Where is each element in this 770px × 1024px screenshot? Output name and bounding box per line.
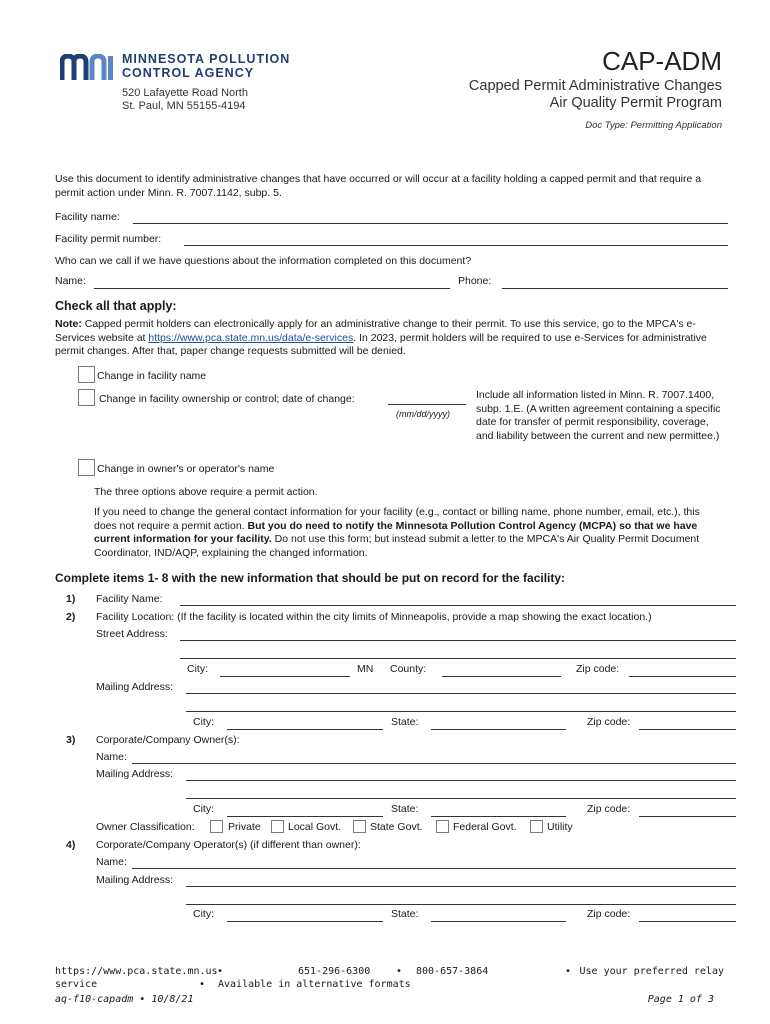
intro-text: Use this document to identify administrative changes that have occurred or will occur at a facility holding a capped permit and that require a permit action under Minn. R. 7007.1142, subp. 5. xyxy=(55,173,702,199)
class-private-checkbox[interactable] xyxy=(210,820,223,833)
operator-state-field[interactable] xyxy=(431,921,566,922)
agency-address-line2: St. Paul, MN 55155-4194 xyxy=(122,100,246,112)
owner-classification-label: Owner Classification: xyxy=(96,821,195,833)
owner-state-field[interactable] xyxy=(431,816,566,817)
footer-bullet-3: • xyxy=(565,966,572,977)
mailing-state-label: State: xyxy=(391,716,419,728)
mailing-state-field[interactable] xyxy=(431,729,566,730)
class-federal-checkbox[interactable] xyxy=(436,820,449,833)
street-address-field[interactable] xyxy=(180,640,736,641)
facility-mailing-address-field[interactable] xyxy=(186,693,736,694)
mailing-city-label: City: xyxy=(193,716,214,728)
agency-address-line1: 520 Lafayette Road North xyxy=(122,87,248,99)
footer-bullet-2: • xyxy=(396,966,403,977)
note-paragraph xyxy=(55,318,723,359)
footer-bullet-4: • xyxy=(199,979,206,990)
owner-mailing-field[interactable] xyxy=(186,780,736,781)
operator-mailing-field[interactable] xyxy=(186,886,736,887)
owner-mailing-label: Mailing Address: xyxy=(96,768,174,780)
note-text-2: . In 2023, permit holders will be required to use e-Services for administrative permit changes. After that, paper change requests submitted will be denied. xyxy=(55,331,707,357)
operator-name-change-label: Change in owner's or operator's name xyxy=(97,463,275,475)
operator-mailing-label: Mailing Address: xyxy=(96,874,174,886)
operator-city-field[interactable] xyxy=(227,921,383,922)
location-zip-label: Zip code: xyxy=(576,663,620,675)
item-4-number: 4) xyxy=(66,839,76,851)
operator-state-label: State: xyxy=(391,908,419,920)
class-local-checkbox[interactable] xyxy=(271,820,284,833)
facility-permit-field[interactable] xyxy=(184,245,728,246)
contact-phone-label: Phone: xyxy=(458,275,492,287)
facility-permit-label: Facility permit number: xyxy=(55,233,162,245)
class-private-label: Private xyxy=(228,821,261,833)
agency-name-line1: MINNESOTA POLLUTION xyxy=(122,52,291,66)
operator-mailing-field-2[interactable] xyxy=(186,904,736,905)
location-county-field[interactable] xyxy=(442,676,561,677)
ownership-note: Include all information listed in Minn. R. 7007.1400, subp. 1.E. (A written agreement containing a specific date for transfer of permit responsibility, coverage, and liability between the current and new permittee.) xyxy=(476,389,721,442)
location-city-label: City: xyxy=(187,663,208,675)
class-utility-label: Utility xyxy=(547,821,573,833)
operator-name-label: Name: xyxy=(96,856,127,868)
operators-label: Corporate/Company Operator(s) (if different than owner): xyxy=(96,839,361,851)
facility-name-change-checkbox[interactable] xyxy=(78,366,95,383)
facility-location-label: Facility Location: (If the facility is located within the city limits of Minneapolis, provide a map showing the exact location.) xyxy=(96,611,652,623)
owner-name-label: Name: xyxy=(96,751,127,763)
owner-city-label: City: xyxy=(193,803,214,815)
owners-label: Corporate/Company Owner(s): xyxy=(96,734,240,746)
operator-city-label: City: xyxy=(193,908,214,920)
facility-mailing-address-label: Mailing Address: xyxy=(96,681,174,693)
mailing-zip-label: Zip code: xyxy=(587,716,631,728)
operator-zip-field[interactable] xyxy=(639,921,736,922)
agency-name-line2: CONTROL AGENCY xyxy=(122,66,255,80)
footer-form-id: aq-f10-capadm • 10/8/21 xyxy=(55,994,194,1005)
contact-text-bold: But you do need to notify the Minnesota Pollution Control Agency (MCPA) so that we have current information for your facility. xyxy=(94,519,698,545)
note-label: Note: xyxy=(55,318,82,330)
contact-phone-field[interactable] xyxy=(502,288,728,289)
facility-name-item-field[interactable] xyxy=(180,605,736,606)
facility-name-change-label: Change in facility name xyxy=(97,370,207,382)
street-address-label: Street Address: xyxy=(96,628,168,640)
footer-service: service xyxy=(55,979,98,990)
item-3-number: 3) xyxy=(66,734,76,746)
e-services-link[interactable]: https://www.pca.state.mn.us/data/e-services xyxy=(148,331,354,344)
location-state-mn: MN xyxy=(357,663,374,675)
footer-page-number: Page 1 of 3 xyxy=(647,994,714,1005)
class-state-label: State Govt. xyxy=(370,821,423,833)
owner-name-field[interactable] xyxy=(132,763,736,764)
class-state-checkbox[interactable] xyxy=(353,820,366,833)
form-subtitle: Air Quality Permit Program xyxy=(549,95,722,111)
owner-state-label: State: xyxy=(391,803,419,815)
class-federal-label: Federal Govt. xyxy=(453,821,517,833)
items-heading: Complete items 1- 8 with the new information that should be put on record for the facility: xyxy=(55,571,566,585)
contact-name-field[interactable] xyxy=(94,288,450,289)
date-format-hint: (mm/dd/yyyy) xyxy=(396,409,450,419)
date-of-change-field[interactable] xyxy=(388,404,466,405)
footer-alt-formats: Available in alternative formats xyxy=(218,979,411,990)
agency-logo xyxy=(60,50,300,120)
item-1-number: 1) xyxy=(66,593,76,605)
facility-name-label: Facility name: xyxy=(55,211,120,223)
owner-zip-field[interactable] xyxy=(639,816,736,817)
contact-text-2: Do not use this form; but instead submit a letter to the MPCA's Air Quality Permit Document Coordinator, IND/AQP, explaining the changed information. xyxy=(94,533,700,559)
mn-logo-icon xyxy=(60,54,116,80)
operator-name-change-checkbox[interactable] xyxy=(78,459,95,476)
operator-name-field[interactable] xyxy=(132,868,736,869)
contact-text-1: If you need to change the general contact information for your facility (e.g., contact or billing name, phone number, email, etc.), this does not require a permit action. xyxy=(94,506,700,532)
ownership-change-checkbox[interactable] xyxy=(78,389,95,406)
mailing-city-field[interactable] xyxy=(227,729,383,730)
location-zip-field[interactable] xyxy=(629,676,736,677)
mailing-zip-field[interactable] xyxy=(639,729,736,730)
owner-city-field[interactable] xyxy=(227,816,383,817)
owner-mailing-field-2[interactable] xyxy=(186,798,736,799)
class-local-label: Local Govt. xyxy=(288,821,342,833)
facility-name-item-label: Facility Name: xyxy=(96,593,163,605)
item-2-number: 2) xyxy=(66,611,76,623)
footer-website: https://www.pca.state.mn.us xyxy=(55,966,218,977)
footer-relay: Use your preferred relay xyxy=(579,966,724,977)
owner-zip-label: Zip code: xyxy=(587,803,631,815)
facility-name-field[interactable] xyxy=(133,223,728,224)
form-title: Capped Permit Administrative Changes xyxy=(468,78,722,94)
footer-bullet-1: • xyxy=(217,966,224,977)
street-address-field-2[interactable] xyxy=(180,658,736,659)
contact-question: Who can we call if we have questions about the information completed on this document? xyxy=(55,255,472,267)
contact-change-paragraph xyxy=(94,506,724,560)
contact-name-label: Name: xyxy=(55,275,86,287)
location-county-label: County: xyxy=(390,663,427,675)
facility-mailing-address-field-2[interactable] xyxy=(186,711,736,712)
operator-zip-label: Zip code: xyxy=(587,908,631,920)
permit-action-note: The three options above require a permit action. xyxy=(94,486,318,498)
footer-phone-2: 800-657-3864 xyxy=(416,966,489,977)
check-all-heading: Check all that apply: xyxy=(55,299,177,313)
form-code: CAP-ADM xyxy=(602,46,722,76)
location-city-field[interactable] xyxy=(220,676,350,677)
footer-phone-1: 651-296-6300 xyxy=(298,966,371,977)
doc-type: Doc Type: Permitting Application xyxy=(585,120,722,131)
class-utility-checkbox[interactable] xyxy=(530,820,543,833)
note-text-1: Capped permit holders can electronically apply for an administrative change to their permit. To use this service, go to the MPCA's e-Services website at xyxy=(55,318,696,344)
ownership-change-label: Change in facility ownership or control; date of change: xyxy=(99,393,355,405)
